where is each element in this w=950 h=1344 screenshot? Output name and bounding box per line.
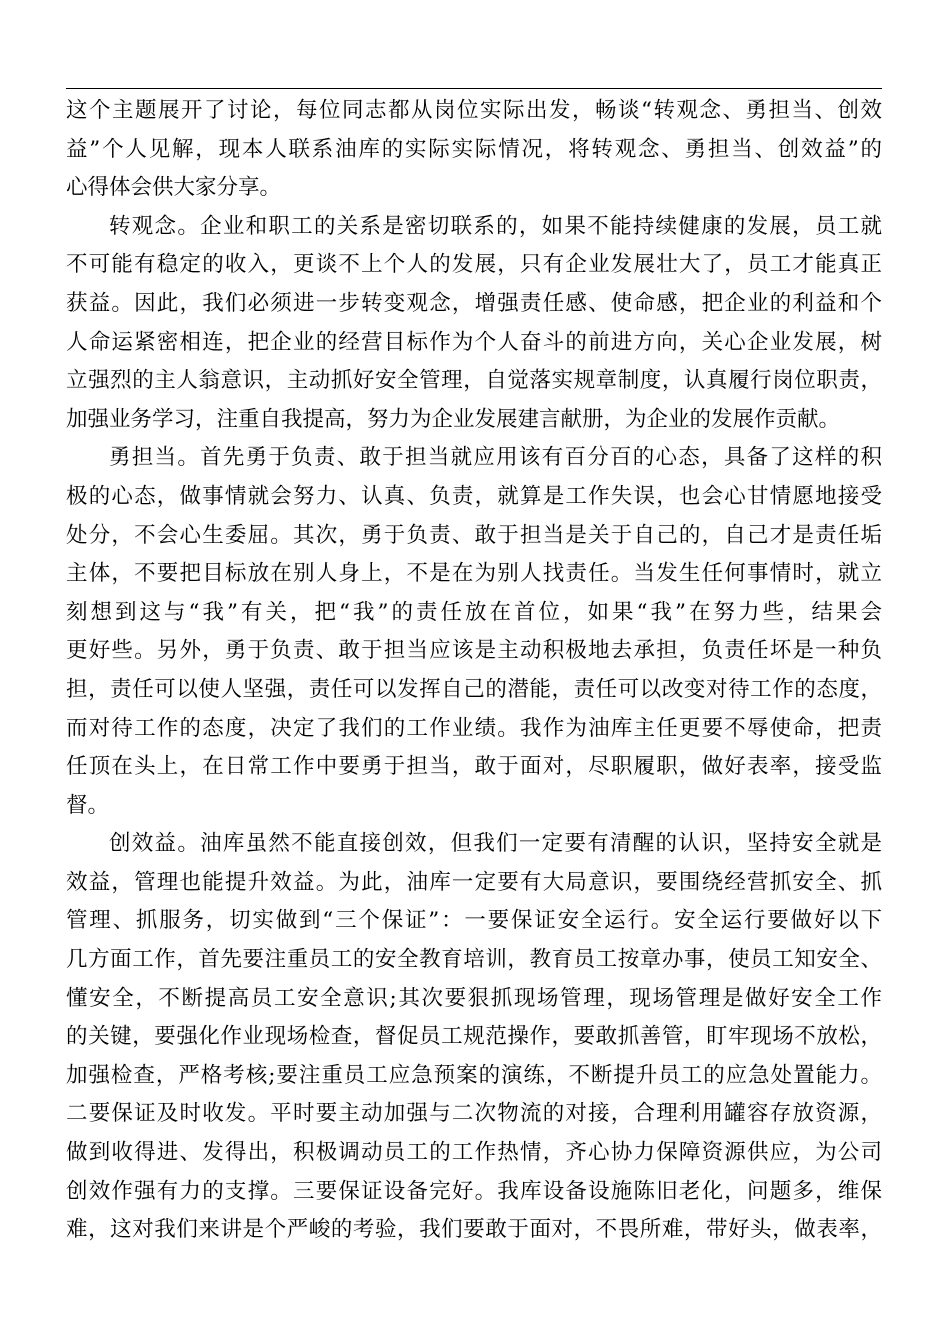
text-line: 心得体会供大家分享。 (66, 175, 282, 201)
text-line: 获益。因此，我们必须进一步转变观念，增强责任感、使命感，把企业的利益和个 (66, 290, 882, 316)
header-rule (66, 88, 882, 89)
text-line: 转观念。企业和职工的关系是密切联系的，如果不能持续健康的发展，员工就 (109, 213, 882, 239)
text-line: 效益，管理也能提升效益。为此，油库一定要有大局意识，要围绕经营抓安全、抓 (66, 869, 882, 895)
text-line: 刻想到这与“我”有关，把“我”的责任放在首位，如果“我”在努力些，结果会 (66, 599, 882, 625)
text-line: 担，责任可以使人坚强，责任可以发挥自己的潜能，责任可以改变对待工作的态度， (66, 676, 882, 702)
body-text (66, 92, 882, 1250)
text-line: 管理、抓服务，切实做到“三个保证”：一要保证安全运行。安全运行要做好以下 (66, 908, 882, 934)
text-line: 勇担当。首先勇于负责、敢于担当就应用该有百分百的心态，具备了这样的积 (109, 445, 882, 471)
text-line: 加强业务学习，注重自我提高，努力为企业发展建言献册，为企业的发展作贡献。 (66, 406, 841, 432)
text-line: 处分，不会心生委屈。其次，勇于负责、敢于担当是关于自己的，自己才是责任垢 (66, 522, 882, 548)
text-line: 而对待工作的态度，决定了我们的工作业绩。我作为油库主任更要不辱使命，把责 (66, 715, 882, 741)
text-line: 任顶在头上，在日常工作中要勇于担当，敢于面对，尽职履职，做好表率，接受监 (66, 754, 882, 780)
text-line: 这个主题展开了讨论，每位同志都从岗位实际出发，畅谈“转观念、勇担当、创效 (66, 98, 882, 123)
text-line: 更好些。另外，勇于负责、敢于担当应该是主动积极地去承担，负责任坏是一种负 (66, 638, 882, 664)
text-line: 难，这对我们来讲是个严峻的考验，我们要敢于面对，不畏所难，带好头，做表率， (66, 1217, 882, 1243)
text-line: 懂安全，不断提高员工安全意识;其次要狠抓现场管理，现场管理是做好安全工作 (66, 985, 882, 1011)
text-line: 益”个人见解，现本人联系油库的实际实际情况，将转观念、勇担当、创效益”的 (66, 136, 882, 162)
text-line: 极的心态，做事情就会努力、认真、负责，就算是工作失误，也会心甘情愿地接受 (66, 483, 882, 509)
text-line: 主体，不要把目标放在别人身上，不是在为别人找责任。当发生任何事情时，就立 (66, 561, 882, 587)
text-line: 人命运紧密相连，把企业的经营目标作为个人奋斗的前进方向，关心企业发展，树 (66, 329, 882, 355)
text-line: 不可能有稳定的收入，更谈不上个人的发展，只有企业发展壮大了，员工才能真正 (66, 252, 882, 278)
text-line: 督。 (66, 792, 110, 818)
text-line: 做到收得进、发得出，积极调动员工的工作热情，齐心协力保障资源供应，为公司 (66, 1140, 882, 1166)
text-line: 创效益。油库虽然不能直接创效，但我们一定要有清醒的认识，坚持安全就是 (109, 831, 882, 857)
text-line: 立强烈的主人翁意识，主动抓好安全管理，自觉落实规章制度，认真履行岗位职责， (66, 368, 882, 394)
text-line: 加强检查，严格考核;要注重员工应急预案的演练，不断提升员工的应急处置能力。 (66, 1062, 882, 1088)
text-line: 几方面工作，首先要注重员工的安全教育培训，教育员工按章办事，使员工知安全、 (66, 947, 882, 973)
text-line: 创效作强有力的支撑。三要保证设备完好。我库设备设施陈旧老化，问题多，维保 (66, 1178, 882, 1204)
text-line: 二要保证及时收发。平时要主动加强与二次物流的对接，合理利用罐容存放资源， (66, 1101, 882, 1127)
text-line: 的关键，要强化作业现场检查，督促员工规范操作，要敢抓善管，盯牢现场不放松， (66, 1024, 882, 1050)
